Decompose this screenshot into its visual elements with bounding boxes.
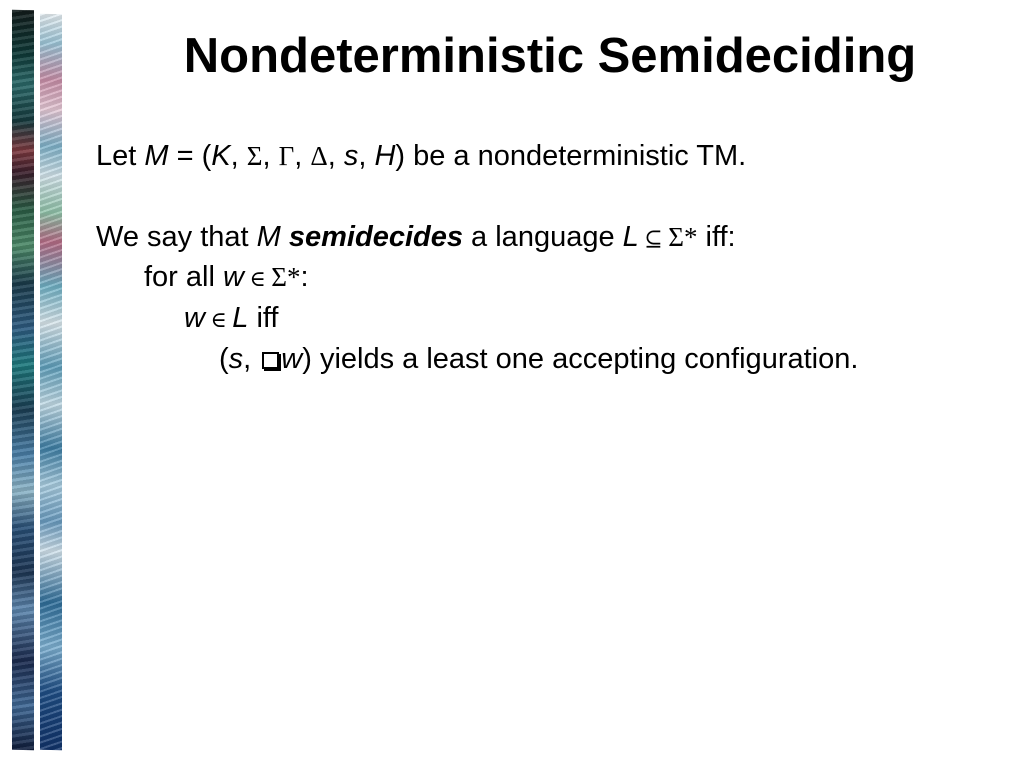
var-w: w xyxy=(222,261,244,293)
definition-line-membership xyxy=(184,300,278,338)
text-eq-open: = ( xyxy=(168,140,212,172)
definition-line-forall xyxy=(144,259,309,297)
var-w: w xyxy=(281,343,303,375)
symbol-sigma-star: Σ* xyxy=(271,262,301,292)
definition-line-semidecides xyxy=(96,219,736,257)
var-w: w xyxy=(184,302,205,334)
text-let: Let xyxy=(96,140,145,172)
text-a-language: a language xyxy=(463,221,623,253)
var-s: s xyxy=(343,140,359,172)
text-comma: , xyxy=(230,140,247,172)
text-rest: ) be a nondeterministic TM. xyxy=(395,140,747,172)
var-s: s xyxy=(228,343,244,375)
decorative-banner-left xyxy=(12,10,34,750)
var-M: M xyxy=(144,140,169,172)
text-colon: : xyxy=(300,261,309,293)
text-rest: ) yields a least one accepting configuration. xyxy=(302,343,859,375)
slide-title: Nondeterministic Semideciding xyxy=(183,29,917,83)
text-comma: , xyxy=(262,140,279,172)
decorative-banner-right xyxy=(40,14,62,750)
text-we-say: We say that xyxy=(96,221,257,253)
text-space xyxy=(281,221,289,253)
text-open-paren: ( xyxy=(219,343,229,375)
text-iff: iff xyxy=(248,302,279,334)
text-comma: , xyxy=(327,140,344,172)
symbol-element-of: ∈ xyxy=(243,266,272,291)
definition-line-machine xyxy=(96,138,746,174)
var-K: K xyxy=(211,140,231,172)
text-comma: , xyxy=(358,140,375,172)
text-comma: , xyxy=(294,140,311,172)
blank-square-icon xyxy=(262,352,279,369)
term-semidecides: semidecides xyxy=(288,221,463,253)
var-L: L xyxy=(622,221,639,253)
symbol-subseteq: ⊆ xyxy=(638,226,669,251)
symbol-delta: Δ xyxy=(310,141,328,171)
symbol-sigma: Σ xyxy=(246,141,263,171)
var-L: L xyxy=(232,302,249,334)
symbol-sigma-star: Σ* xyxy=(668,222,698,252)
text-iff: iff: xyxy=(697,221,736,253)
text-for-all: for all xyxy=(144,261,223,293)
var-H: H xyxy=(374,140,396,172)
symbol-gamma: Γ xyxy=(278,141,295,171)
text-comma: , xyxy=(243,343,260,375)
symbol-element-of: ∈ xyxy=(204,307,233,332)
definition-line-accepting xyxy=(219,341,858,377)
var-M: M xyxy=(256,221,281,253)
